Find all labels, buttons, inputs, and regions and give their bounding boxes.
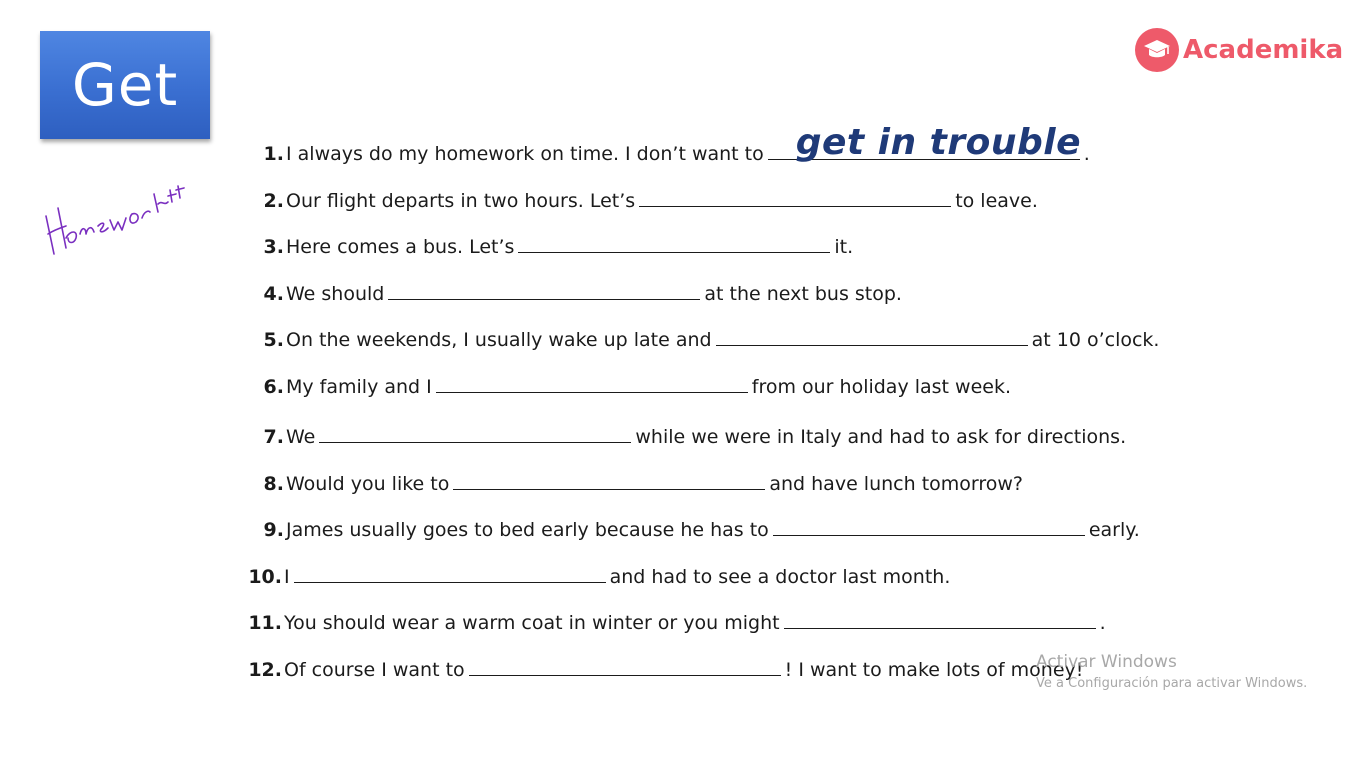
- answer-blank[interactable]: [784, 610, 1096, 629]
- item-number: 2.: [263, 190, 284, 212]
- answer-blank[interactable]: [716, 327, 1028, 346]
- item-text-after: it.: [834, 236, 854, 258]
- item-text-after: while we were in Italy and had to ask for directions.: [635, 426, 1127, 448]
- answer-blank[interactable]: [639, 188, 951, 207]
- item-text-after: to leave.: [955, 190, 1038, 212]
- item-number: 1.: [263, 143, 284, 165]
- item-text-before: My family and I: [286, 376, 432, 398]
- item-number: 3.: [263, 236, 284, 258]
- item-text-before: We: [286, 426, 316, 448]
- item-text-after: ! I want to make lots of money!: [784, 659, 1084, 681]
- item-number: 12.: [248, 659, 282, 681]
- exercise-item: [240, 657, 1083, 681]
- item-number: 7.: [263, 426, 284, 448]
- logo-text: Academika: [1183, 35, 1344, 65]
- watermark-line-2: Ve a Configuración para activar Windows.: [1036, 676, 1308, 691]
- exercise-item: [242, 517, 1140, 541]
- watermark-line-1: Activar Windows: [1036, 652, 1177, 672]
- answer-blank[interactable]: [469, 657, 781, 676]
- answer-blank[interactable]: [768, 122, 1082, 163]
- item-text-after: and had to see a doctor last month.: [609, 566, 951, 588]
- exercise-item: [242, 424, 1126, 448]
- exercise-item: [242, 374, 1011, 398]
- answer-blank[interactable]: [436, 374, 748, 393]
- answer-blank[interactable]: [453, 471, 765, 490]
- item-text-before: We should: [286, 283, 385, 305]
- exercise-item: [240, 564, 950, 588]
- exercise-item: [242, 281, 902, 305]
- item-number: 6.: [263, 376, 284, 398]
- graduation-cap-icon: [1135, 28, 1179, 72]
- item-text-before: On the weekends, I usually wake up late and: [286, 329, 712, 351]
- item-text-after: .: [1099, 612, 1106, 634]
- item-text-before: Would you like to: [286, 473, 450, 495]
- exercise-item: [242, 471, 1023, 495]
- item-text-before: Of course I want to: [284, 659, 465, 681]
- handwritten-homework-note: [40, 168, 190, 258]
- title-box: [40, 31, 210, 139]
- answer-blank[interactable]: [518, 234, 830, 253]
- item-text-after: at the next bus stop.: [704, 283, 902, 305]
- item-text-before: You should wear a warm coat in winter or you might: [284, 612, 780, 634]
- item-number: 11.: [248, 612, 282, 634]
- item-number: 10.: [248, 566, 282, 588]
- answer-blank[interactable]: [319, 424, 631, 443]
- item-text-after: at 10 o’clock.: [1031, 329, 1160, 351]
- item-number: 4.: [263, 283, 284, 305]
- item-text-after: early.: [1088, 519, 1140, 541]
- item-text-before: I always do my homework on time. I don’t want to: [286, 143, 764, 165]
- item-text-after: from our holiday last week.: [751, 376, 1012, 398]
- item-text-before: I: [284, 566, 290, 588]
- item-text-before: Here comes a bus. Let’s: [286, 236, 515, 258]
- answer-blank[interactable]: [388, 281, 700, 300]
- exercise-item: [242, 327, 1159, 351]
- exercise-item: [242, 188, 1038, 212]
- exercise-item: [242, 122, 1090, 165]
- item-text-before: Our flight departs in two hours. Let’s: [286, 190, 636, 212]
- exercise-item: [242, 234, 853, 258]
- slide-title: Get: [71, 51, 179, 119]
- academika-logo: [1135, 28, 1343, 72]
- answer-blank[interactable]: [294, 564, 606, 583]
- answer-blank[interactable]: [773, 517, 1085, 536]
- item-text-after: and have lunch tomorrow?: [769, 473, 1024, 495]
- exercise-item: [240, 610, 1106, 634]
- item-number: 9.: [263, 519, 284, 541]
- item-number: 5.: [263, 329, 284, 351]
- item-number: 8.: [263, 473, 284, 495]
- item-text-before: James usually goes to bed early because he has to: [286, 519, 769, 541]
- handwritten-answer: get in trouble: [795, 122, 1082, 163]
- item-text-after: .: [1083, 143, 1090, 165]
